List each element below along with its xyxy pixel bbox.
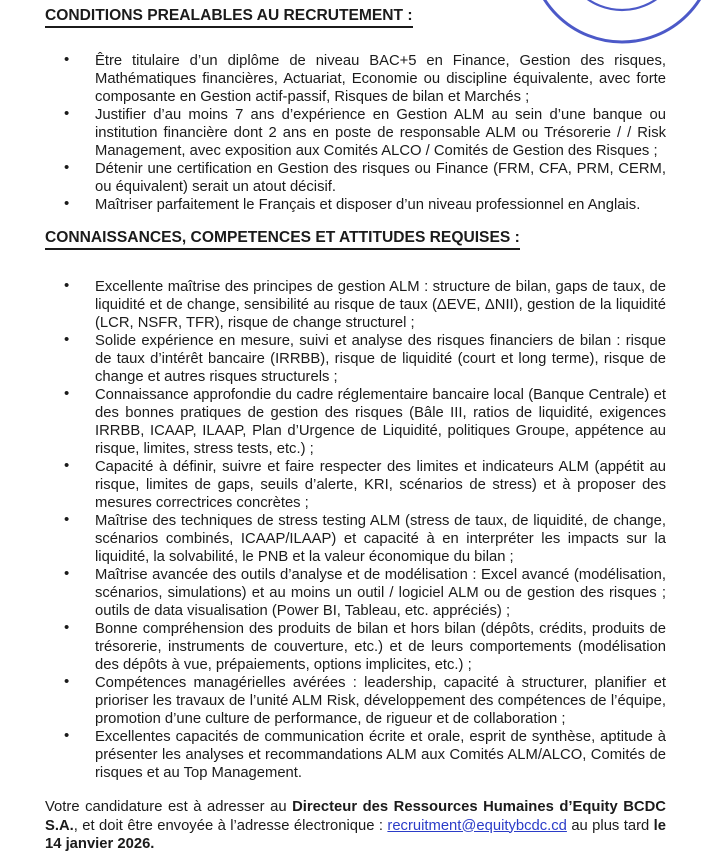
bullet-item (45, 196, 666, 214)
bullet-item-text: Excellente maîtrise des principes de gestion ALM : structure de bilan, gaps de taux, de liquidité et de change, sensibilité au risque de taux (ΔEVE, ΔNII), gestion de la liquidité (LCR, NSFR, TFR), risque de change structurel ; (95, 279, 666, 331)
bullet-item-text: Détenir une certification en Gestion des risques ou Finance (FRM, CFA, PRM, CERM, ou équivalent) serait un atout décisif. (95, 161, 666, 195)
bullet-item (45, 332, 666, 386)
closing-paragraph (45, 798, 666, 851)
bullet-dot-icon: • (64, 565, 70, 582)
email-link[interactable]: recruitment@equitybcdc.cd (387, 817, 567, 834)
bullet-dot-icon: • (64, 619, 70, 636)
bullet-item (45, 106, 666, 160)
bullet-item (45, 728, 666, 782)
bullet-item-text: Solide expérience en mesure, suivi et analyse des risques financiers de bilan : risque de taux d’intérêt bancaire (IRRBB), risque de liquidité (court et long terme), risque de change et autres risques structurels ; (95, 333, 666, 385)
bullet-item-text: Excellentes capacités de communication écrite et orale, esprit de synthèse, aptitude à présenter les analyses et recommandations ALM aux Comités ALM/ALCO, Comités de risques et au Top Management. (95, 729, 666, 781)
bullet-item-text: Maîtrise avancée des outils d’analyse et de modélisation : Excel avancé (modélisation, scénarios, simulations) et au moins un outil / logiciel ALM ou de gestion des risques ; outils de data visualisation (Power BI, Tableau, etc. appréciés) ; (95, 567, 666, 619)
bullet-dot-icon: • (64, 195, 70, 212)
conditions-bullet-list (45, 52, 666, 214)
bullet-dot-icon: • (64, 51, 70, 68)
bullet-dot-icon: • (64, 673, 70, 690)
section-heading-competences (45, 228, 666, 250)
bullet-dot-icon: • (64, 331, 70, 348)
closing-text-1: Votre candidature est à adresser au (45, 799, 293, 815)
closing-recipient-bold: Directeur des Ressources Humaines d’Equity BCDC S.A. (45, 799, 666, 834)
bullet-item (45, 620, 666, 674)
bullet-item-text: Connaissance approfondie du cadre réglementaire bancaire local (Banque Centrale) et des bonnes pratiques de gestion des risques (Bâle III, ratios de liquidité, exigences IRRBB, ICAAP, ILAAP, Plan d’Urgence de Liquidité, politiques Groupe, appétence au risque, limites, stress tests, etc.) ; (95, 387, 666, 457)
bullet-item (45, 458, 666, 512)
bullet-dot-icon: • (64, 105, 70, 122)
bullet-item-text: Maîtrise des techniques de stress testing ALM (stress de taux, de liquidité, de change, scénarios combinés, ICAAP/ILAAP) et capacité à en interpréter les impacts sur la liquidité, la solvabilité, le PNB et la valeur économique du bilan ; (95, 513, 666, 565)
bullet-item (45, 278, 666, 332)
bullet-dot-icon: • (64, 277, 70, 294)
bullet-dot-icon: • (64, 511, 70, 528)
section-heading-conditions-text: CONDITIONS PREALABLES AU RECRUTEMENT : (45, 6, 413, 28)
bullet-dot-icon: • (64, 727, 70, 744)
bullet-item-text: Justifier d’au moins 7 ans d’expérience en Gestion ALM au sein d’une banque ou institution financière dont 2 ans en poste de responsable ALM ou Trésorerie / / Risk Management, avec exposition aux Comités ALCO / Comités de Gestion des Risques ; (95, 107, 666, 159)
bullet-item (45, 674, 666, 728)
bullet-dot-icon: • (64, 385, 70, 402)
bullet-item-text: Maîtriser parfaitement le Français et disposer d’un niveau professionnel en Anglais. (95, 197, 641, 213)
stamp-inner-ring-icon (562, 0, 682, 10)
closing-text-2: , et doit être envoyée à l’adresse électronique : (73, 817, 388, 834)
bullet-item-text: Être titulaire d’un diplôme de niveau BAC+5 en Finance, Gestion des risques, Mathématiques financières, Actuariat, Economie ou discipline équivalente, avec forte composante en Gestion actif-passif, Risques de bilan et Marchés ; (95, 53, 666, 105)
bullet-item-text: Bonne compréhension des produits de bilan et hors bilan (dépôts, crédits, produits de trésorerie, instruments de couverture, etc.) et de leurs comportements (modélisation des dépôts à vue, prépaiements, options implicites, etc.) ; (95, 621, 666, 673)
bullet-item (45, 566, 666, 620)
bullet-item-text: Compétences managérielles avérées : leadership, capacité à structurer, planifier et prioriser les travaux de l’unité ALM Risk, développement des compétences de l’équipe, promotion d’une culture de performance, de rigueur et de collaboration ; (95, 675, 666, 727)
section-heading-competences-text: CONNAISSANCES, COMPETENCES ET ATTITUDES REQUISES : (45, 228, 520, 250)
bullet-item (45, 160, 666, 196)
closing-deadline-bold: le 14 janvier 2026. (45, 817, 666, 851)
bullet-dot-icon: • (64, 457, 70, 474)
competences-bullet-list (45, 278, 666, 782)
stamp-outer-ring-icon (530, 0, 711, 42)
bullet-item (45, 512, 666, 566)
bullet-item (45, 52, 666, 106)
hr-stamp-seal (530, 0, 711, 58)
bullet-item-text: Capacité à définir, suivre et faire respecter des limites et indicateurs ALM (appétit au risque, limites de gaps, seuils d’alerte, KRI, scénarios de stress) et à proposer des mesures correctrices concrètes ; (95, 459, 666, 511)
bullet-dot-icon: • (64, 159, 70, 176)
bullet-item (45, 386, 666, 458)
closing-text-3: au plus tard (566, 817, 654, 834)
